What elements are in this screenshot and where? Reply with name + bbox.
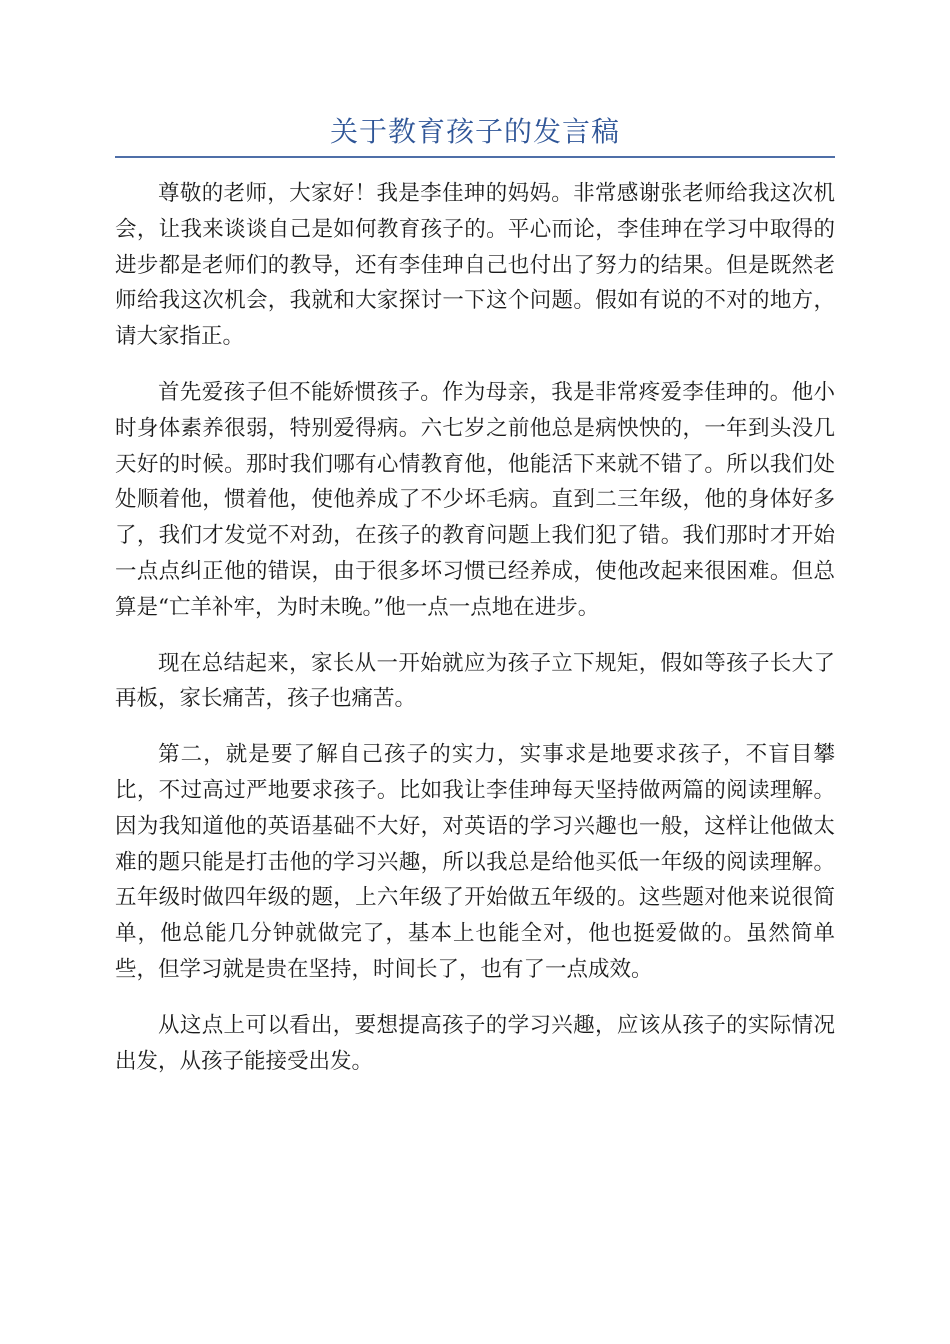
paragraph-know-ability: 第二，就是要了解自己孩子的实力，实事求是地要求孩子，不盲目攀比，不过高过严地要求孩子。比如我让李佳珅每天坚持做两篇的阅读理解。因为我知道他的英语基础不大好，对英语的学习兴趣也一般，这样让他做太难的题只能是打击他的学习兴趣，所以我总是给他买低一年级的阅读理解。五年级时做四年级的题，上六年级了开始做五年级的。这些题对他来说很简单，他总能几分钟就做完了，基本上也能全对，他也挺爱做的。虽然简单些，但学习就是贵在坚持，时间长了，也有了一点成效。 — [115, 742, 835, 982]
paragraph-set-rules: 现在总结起来，家长从一开始就应为孩子立下规矩，假如等孩子长大了再板，家长痛苦，孩子也痛苦。 — [115, 650, 835, 712]
title-block — [115, 112, 835, 158]
document-body — [115, 176, 835, 1099]
paragraph-conclusion: 从这点上可以看出，要想提高孩子的学习兴趣，应该从孩子的实际情况出发，从孩子能接受出发。 — [115, 1012, 835, 1074]
paragraph-greeting: 尊敬的老师，大家好！我是李佳珅的妈妈。非常感谢张老师给我这次机会，让我来谈谈自己是如何教育孩子的。平心而论，李佳珅在学习中取得的进步都是老师们的教导，还有李佳珅自己也付出了努力的结果。但是既然老师给我这次机会，我就和大家探讨一下这个问题。假如有说的不对的地方，请大家指正。 — [115, 181, 835, 350]
document-title: 关于教育孩子的发言稿 — [329, 115, 620, 148]
paragraph-love-not-spoil: 首先爱孩子但不能娇惯孩子。作为母亲，我是非常疼爱李佳珅的。他小时身体素养很弱，特别爱得病。六七岁之前他总是病怏怏的，一年到头没几天好的时候。那时我们哪有心情教育他，他能活下来就不错了。所以我们处处顺着他，惯着他，使他养成了不少坏毛病。直到二三年级，他的身体好多了，我们才发觉不对劲，在孩子的教育问题上我们犯了错。我们那时才开始一点点纠正他的错误，由于很多坏习惯已经养成，使他改起来很困难。但总算是“亡羊补牢，为时未晚。”他一点一点地在进步。 — [115, 379, 835, 620]
